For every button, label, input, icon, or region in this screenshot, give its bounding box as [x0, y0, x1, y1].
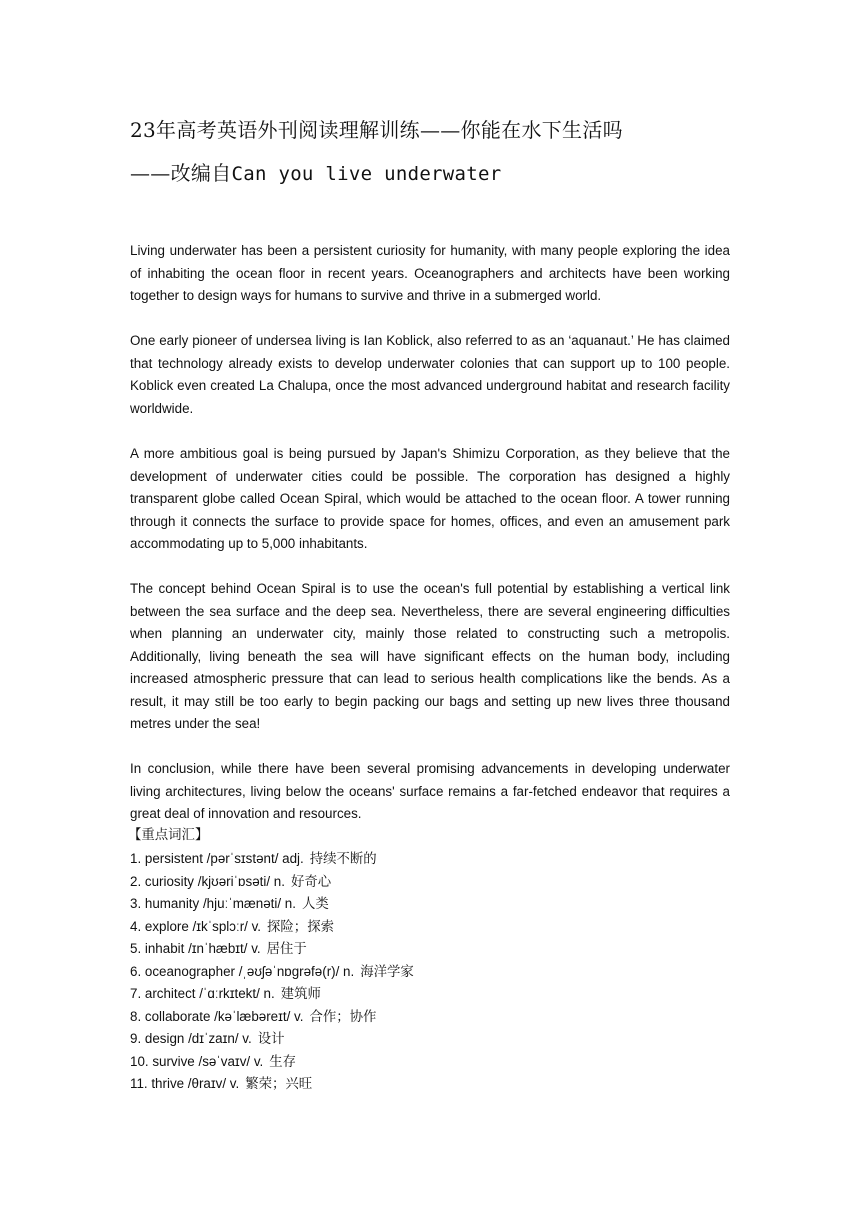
- vocab-term: 3. humanity /hjuːˈmænəti/ n.: [130, 896, 296, 911]
- vocab-term: 10. survive /səˈvaɪv/ v.: [130, 1053, 264, 1069]
- vocab-meaning: 合作；协作: [309, 1009, 377, 1025]
- vocab-meaning: 繁荣；兴旺: [245, 1077, 313, 1092]
- vocab-term: 2. curiosity /kjʊəriˈɒsəti/ n.: [130, 873, 285, 889]
- vocab-term: 9. design /dɪˈzaɪn/ v.: [130, 1031, 252, 1046]
- vocab-term: 1. persistent /pərˈsɪstənt/ adj.: [130, 851, 304, 866]
- vocab-meaning: 探险；探索: [267, 919, 334, 935]
- vocabulary-item: [130, 983, 730, 1006]
- vocab-meaning: 人类: [301, 897, 329, 912]
- vocabulary-heading: 【重点词汇】: [128, 828, 209, 843]
- vocabulary-list: [130, 848, 730, 1096]
- vocab-term: 4. explore /ɪkˈsplɔːr/ v.: [130, 918, 262, 934]
- vocab-meaning: 生存: [269, 1054, 297, 1070]
- vocab-term: 7. architect /ˈɑːrkɪtekt/ n.: [130, 986, 275, 1001]
- vocabulary-item: [130, 961, 730, 984]
- paragraph-2: One early pioneer of undersea living is Ian Koblick, also referred to as an ‘aquanaut.’ He has claimed that technology already exists to develop underwater colonies that can support up to 100 people. Koblick even created La Chalupa, once the most advanced underground habitat and research facility worldwide.: [130, 333, 730, 416]
- title-english-source: Can you live underwater: [231, 163, 502, 185]
- vocab-term: 8. collaborate /kəˈlæbəreɪt/ v.: [130, 1008, 304, 1024]
- vocab-meaning: 设计: [257, 1032, 285, 1047]
- vocab-meaning: 海洋学家: [360, 964, 414, 980]
- document-title-line-1: 23年高考英语外刊阅读理解训练——你能在水下生活吗: [130, 118, 623, 142]
- paragraph-1: Living underwater has been a persistent curiosity for humanity, with many people exploring the idea of inhabiting the ocean floor in recent years. Oceanographers and architects have been working together to design ways for humans to survive and thrive in a submerged world.: [130, 243, 730, 303]
- vocab-meaning: 居住于: [266, 942, 307, 957]
- vocabulary-item: [130, 916, 730, 939]
- document-title-line-2: [130, 160, 770, 187]
- title-adapted-from: ——改编自: [130, 161, 232, 185]
- vocab-term: 11. thrive /θraɪv/ v.: [130, 1076, 240, 1091]
- vocab-term: 5. inhabit /ɪnˈhæbɪt/ v.: [130, 941, 261, 956]
- vocab-term: 6. oceanographer /ˌəʊʃəˈnɒɡrəfə(r)/ n.: [130, 963, 355, 979]
- vocabulary-item: [130, 893, 730, 916]
- vocabulary-item: [130, 1028, 730, 1051]
- paragraph-5: In conclusion, while there have been several promising advancements in developing underwater living architectures, living below the oceans' surface remains a far-fetched endeavor that requires a great deal of innovation and resources.: [130, 761, 730, 821]
- vocabulary-item: [130, 938, 730, 961]
- vocabulary-item: [130, 1051, 730, 1074]
- vocabulary-item: [130, 1006, 730, 1029]
- vocabulary-item: [130, 871, 730, 894]
- vocab-meaning: 好奇心: [290, 874, 332, 890]
- vocab-meaning: 建筑师: [280, 987, 321, 1002]
- vocabulary-item: [130, 1073, 730, 1096]
- paragraph-3: A more ambitious goal is being pursued by Japan's Shimizu Corporation, as they believe that the development of underwater cities could be possible. The corporation has designed a highly transparent globe called Ocean Spiral, which would be attached to the ocean floor. A tower running through it connects the surface to provide space for homes, offices, and even an amusement park accommodating up to 5,000 inhabitants.: [130, 446, 730, 551]
- paragraph-4: The concept behind Ocean Spiral is to use the ocean's full potential by establishing a vertical link between the sea surface and the deep sea. Nevertheless, there are several engineering difficulties when planning an underwater city, mainly those related to constructing such a metropolis. Additionally, living beneath the sea will have significant effects on the human body, including increased atmospheric pressure that can lead to serious health complications like the bends. As a result, it may still be too early to begin packing our bags and setting up new lives three thousand metres under the sea!: [130, 581, 730, 731]
- vocab-meaning: 持续不断的: [309, 852, 377, 867]
- vocabulary-item: [130, 848, 730, 871]
